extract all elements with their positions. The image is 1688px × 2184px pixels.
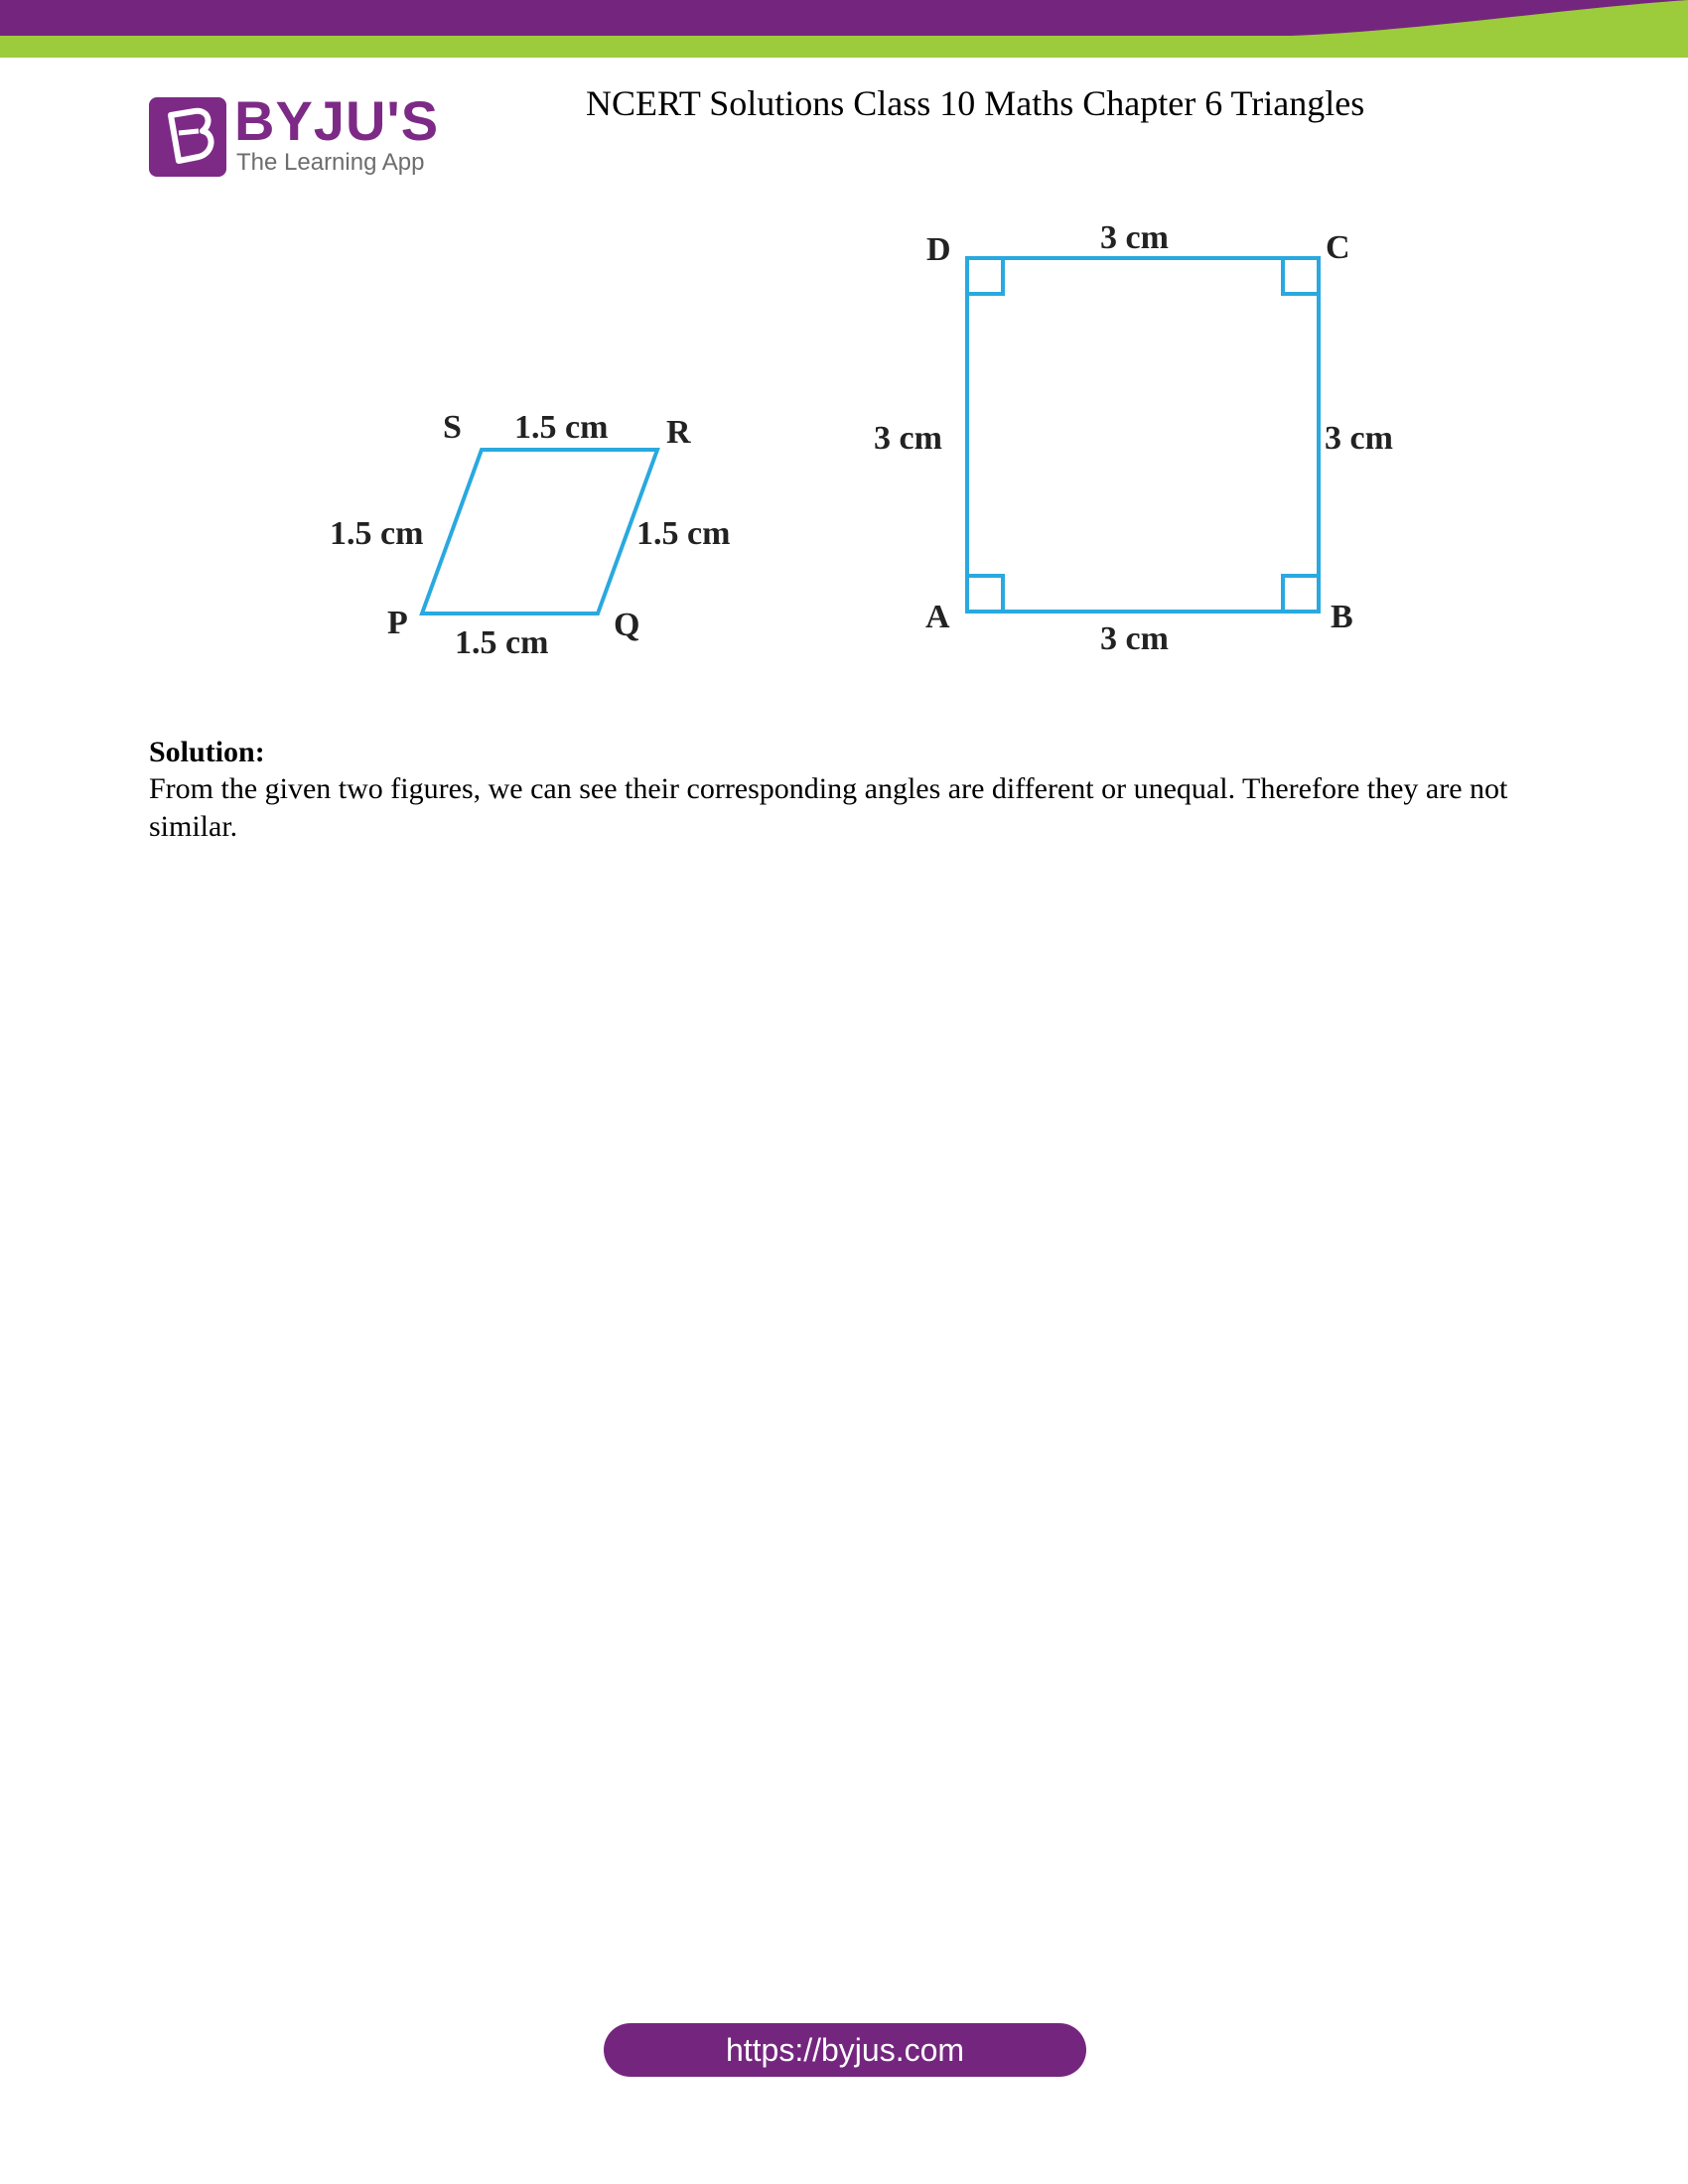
side-label-dc: 3 cm <box>1100 219 1169 256</box>
side-label-pq: 1.5 cm <box>455 624 549 661</box>
side-label-ad: 3 cm <box>874 420 942 457</box>
document-title: NCERT Solutions Class 10 Maths Chapter 6 Triangles <box>586 83 1365 123</box>
solution-heading: Solution: <box>149 736 265 768</box>
right-angle-marker-c <box>1283 258 1319 294</box>
vertex-label-p: P <box>387 605 408 641</box>
side-label-sr: 1.5 cm <box>514 409 609 446</box>
logo-mark <box>149 97 226 177</box>
vertex-label-b: B <box>1331 599 1353 635</box>
side-label-ps: 1.5 cm <box>330 515 424 552</box>
right-angle-marker-b <box>1283 576 1319 612</box>
vertex-label-s: S <box>443 409 462 446</box>
side-label-qr: 1.5 cm <box>636 515 731 552</box>
figures-diagram <box>0 199 1688 695</box>
right-angle-marker-d <box>967 258 1003 294</box>
brand-tagline: The Learning App <box>236 149 425 176</box>
vertex-label-c: C <box>1326 229 1350 266</box>
square-abcd <box>967 258 1319 612</box>
solution-section <box>149 735 1539 846</box>
vertex-label-r: R <box>666 414 691 451</box>
vertex-label-a: A <box>925 599 950 635</box>
solution-text: From the given two figures, we can see their corresponding angles are different or unequal. Therefore they are not similar. <box>149 772 1508 843</box>
side-label-bc: 3 cm <box>1325 420 1393 457</box>
footer-url-link[interactable]: https://byjus.com <box>604 2023 1086 2077</box>
vertex-label-q: Q <box>614 607 640 643</box>
rhombus-pqrs <box>422 450 657 614</box>
vertex-label-d: D <box>926 231 951 268</box>
header-band <box>0 0 1688 60</box>
right-angle-marker-a <box>967 576 1003 612</box>
logo-b-icon <box>149 97 226 177</box>
byjus-logo <box>149 89 440 181</box>
side-label-ab: 3 cm <box>1100 620 1169 657</box>
brand-name: BYJU'S <box>234 89 440 152</box>
